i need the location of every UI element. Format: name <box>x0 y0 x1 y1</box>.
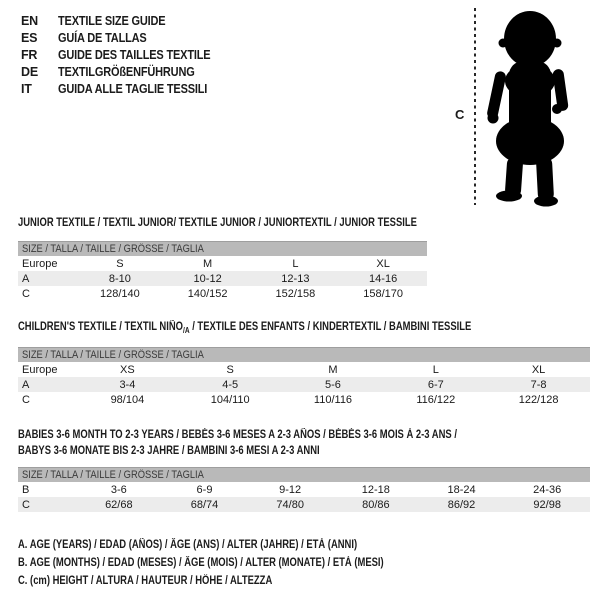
age-cell: 4-5 <box>222 378 239 391</box>
row-label: A <box>22 272 30 285</box>
table-row-height <box>18 497 590 512</box>
lang-code: IT <box>21 81 32 96</box>
height-cell: 122/128 <box>518 393 559 406</box>
lang-row-en <box>21 12 231 29</box>
babies-heading-line1: BABIES 3-6 MONTH TO 2-3 YEARS / BEBÉS 3-6 MESES A 2-3 AÑOS / BÉBÉS 3-6 MOIS À 2-3 ANS / <box>18 429 457 441</box>
age-cell: 12-13 <box>281 272 310 285</box>
table-row-height <box>18 392 590 407</box>
table-row-age-months <box>18 482 590 497</box>
lang-row-it <box>21 80 231 97</box>
lang-code: FR <box>21 47 38 62</box>
height-measure-dotted-line <box>474 8 476 205</box>
lang-title: GUIDA ALLE TAGLIE TESSILI <box>58 81 208 96</box>
height-cell: 74/80 <box>276 498 304 511</box>
age-cell: 7-8 <box>530 378 547 391</box>
lang-row-es <box>21 29 231 46</box>
table-row-height <box>18 286 427 301</box>
height-cell: 104/110 <box>210 393 250 406</box>
table-size-header <box>18 347 590 362</box>
age-cell: 6-9 <box>196 483 213 496</box>
height-cell: 116/122 <box>416 393 456 406</box>
children-heading-pre: CHILDREN'S TEXTILE / TEXTIL NIÑO <box>18 321 184 333</box>
children-size-table <box>18 347 590 407</box>
height-cell: 62/68 <box>105 498 133 511</box>
age-cell: 24-36 <box>533 483 562 496</box>
size-cell: L <box>432 363 439 376</box>
row-label: C <box>22 393 30 406</box>
row-label: Europe <box>22 363 58 376</box>
height-cell: 98/104 <box>110 393 145 406</box>
age-cell: 18-24 <box>447 483 476 496</box>
height-cell: 128/140 <box>99 287 140 300</box>
height-cell: 110/116 <box>313 393 353 406</box>
size-cell: XL <box>531 363 546 376</box>
children-heading-post: / TEXTILE DES ENFANTS / KINDERTEXTIL / BAMBINI TESSILE <box>189 321 472 333</box>
size-cell: S <box>226 363 234 376</box>
table-size-header-label: SIZE / TALLA / TAILLE / GRÖSSE / TAGLIA <box>22 469 204 481</box>
junior-size-table <box>18 241 427 301</box>
children-heading-subscript: /A <box>183 325 190 335</box>
size-cell: S <box>116 257 124 270</box>
size-cell: L <box>292 257 299 270</box>
size-cell: XL <box>376 257 390 270</box>
table-row-europe <box>18 362 590 377</box>
toddler-silhouette-icon <box>483 9 577 207</box>
children-section-heading <box>18 321 471 333</box>
age-cell: 14-16 <box>369 272 398 285</box>
height-cell: 92/98 <box>533 498 561 511</box>
lang-code: ES <box>21 30 38 45</box>
lang-row-de <box>21 63 231 80</box>
table-size-header-label: SIZE / TALLA / TAILLE / GRÖSSE / TAGLIA <box>22 349 204 361</box>
babies-heading-line2: BABYS 3-6 MONATE BIS 2-3 JAHRE / BAMBINI 3-6 MESI A 2-3 ANNI <box>18 445 320 457</box>
row-label: Europe <box>22 257 58 270</box>
row-label: C <box>22 498 30 511</box>
size-cell: M <box>328 363 338 376</box>
age-cell: 6-7 <box>427 378 444 391</box>
babies-size-table <box>18 467 590 512</box>
table-row-europe <box>18 256 427 271</box>
height-c-label: C <box>455 107 465 122</box>
size-cell: XS <box>120 363 135 376</box>
table-size-header <box>18 241 427 256</box>
table-size-header-label: SIZE / TALLA / TAILLE / GRÖSSE / TAGLIA <box>22 243 204 255</box>
height-cell: 140/152 <box>187 287 228 300</box>
language-title-list <box>21 12 231 97</box>
age-cell: 12-18 <box>361 483 390 496</box>
lang-row-fr <box>21 46 231 63</box>
height-cell: 158/170 <box>363 287 403 300</box>
age-cell: 5-6 <box>325 378 341 391</box>
height-cell: 68/74 <box>190 498 219 511</box>
row-label: C <box>22 287 30 300</box>
lang-title: TEXTILGRÖßENFÜHRUNG <box>58 64 195 79</box>
lang-title: GUÍA DE TALLAS <box>58 30 147 45</box>
note-age-years: A. AGE (YEARS) / EDAD (AÑOS) / ÂGE (ANS) / ALTER (JAHRE) / ETÀ (ANNI) <box>18 539 358 551</box>
row-label: B <box>22 483 30 496</box>
lang-title: TEXTILE SIZE GUIDE <box>58 13 166 28</box>
size-cell: M <box>203 257 213 270</box>
lang-code: EN <box>21 13 38 28</box>
age-cell: 10-12 <box>193 272 222 285</box>
table-row-age <box>18 271 427 286</box>
lang-title: GUIDE DES TAILLES TEXTILE <box>58 47 211 62</box>
age-cell: 8-10 <box>108 272 131 285</box>
height-cell: 152/158 <box>275 287 316 300</box>
lang-code: DE <box>21 64 38 79</box>
table-row-age <box>18 377 590 392</box>
legend-notes <box>18 536 464 590</box>
age-cell: 3-4 <box>119 378 136 391</box>
age-cell: 9-12 <box>279 483 302 496</box>
babies-section-heading <box>18 427 457 459</box>
height-cell: 80/86 <box>362 498 390 511</box>
table-size-header <box>18 467 590 482</box>
junior-section-heading: JUNIOR TEXTILE / TEXTIL JUNIOR/ TEXTILE JUNIOR / JUNIORTEXTIL / JUNIOR TESSILE <box>18 217 417 229</box>
age-cell: 3-6 <box>110 483 127 496</box>
note-height-cm: C. (cm) HEIGHT / ALTURA / HAUTEUR / HÖHE / ALTEZZA <box>18 575 273 587</box>
note-age-months: B. AGE (MONTHS) / EDAD (MESES) / ÂGE (MOIS) / ALTER (MONATE) / ETÀ (MESI) <box>18 557 384 569</box>
row-label: A <box>22 378 30 391</box>
height-cell: 86/92 <box>447 498 476 511</box>
